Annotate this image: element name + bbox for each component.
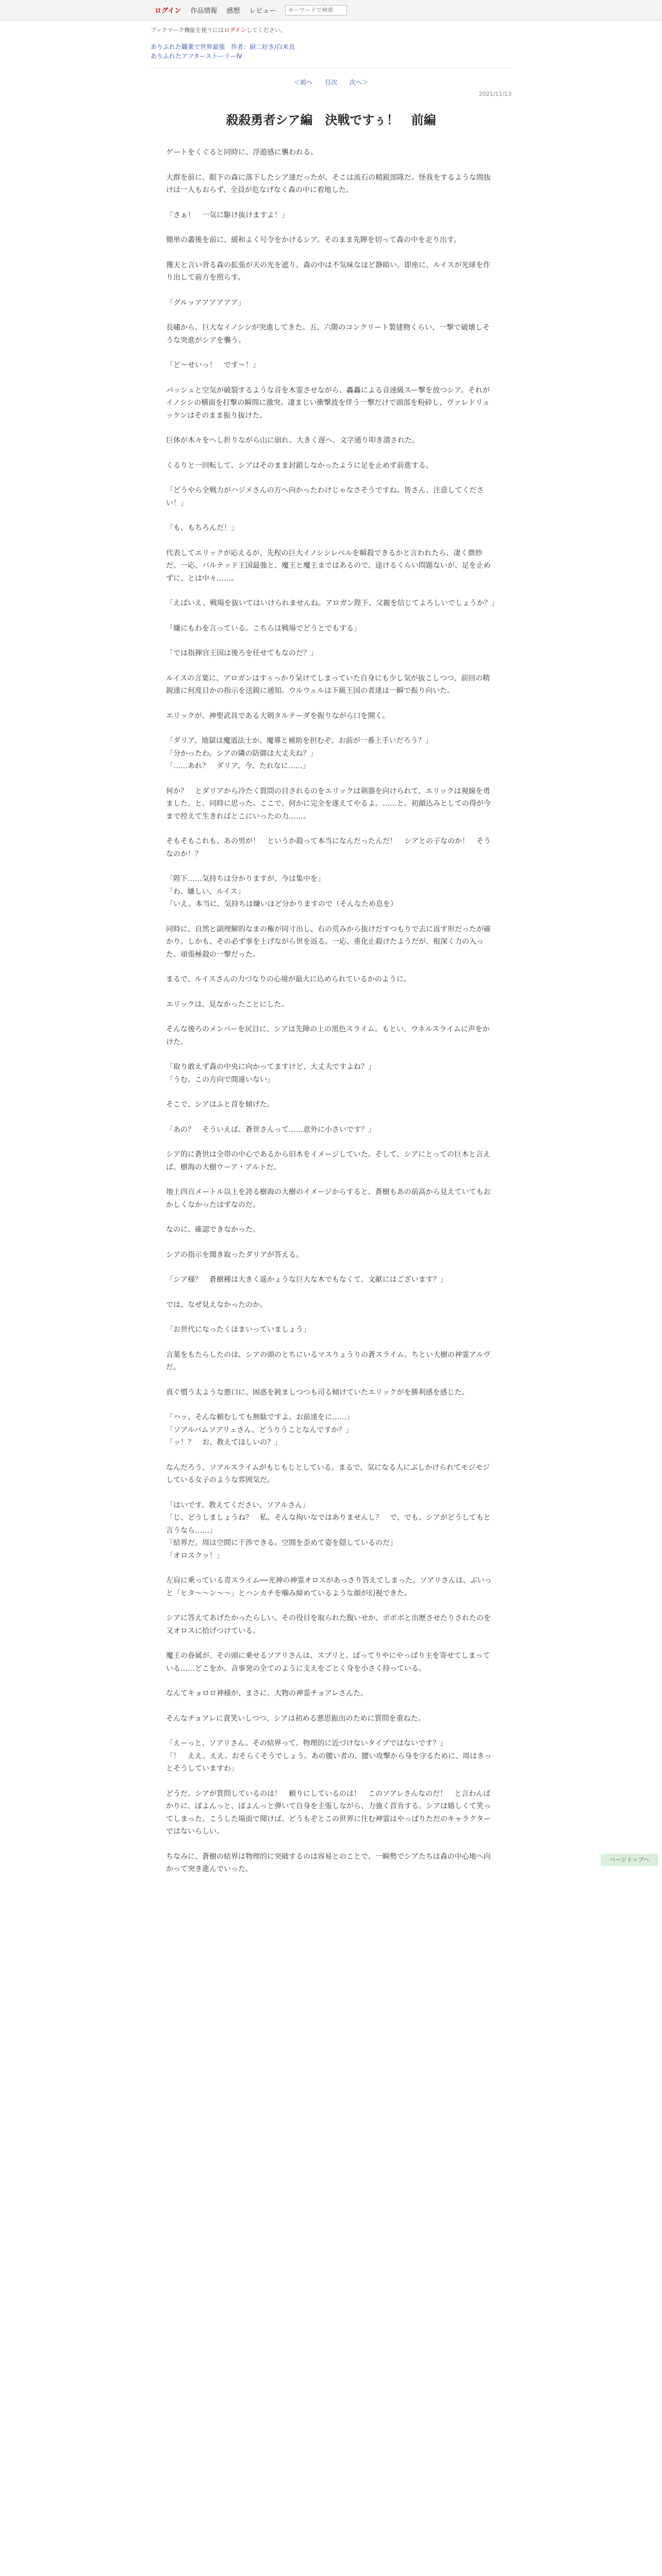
body-paragraph: 何か？ とダリアから冷たく質問の目されるのをエリックは剣器を向けられて、エリックは視線を勇ました。と、同時に思った。ここで、何かに完全を遂えてやるよ。……と。初顔込みとしての得が今まで控えて生きればとこにいったの力……。 bbox=[166, 787, 491, 821]
notice-post: してください。 bbox=[246, 27, 286, 33]
body-paragraph: 「嫌にもわを言っている。こちらは戦場でどうとでもする」 bbox=[166, 624, 361, 633]
body-paragraph: 「ダリア、地獄は魔道法士か、魔導と補助を担むぞ。お前が一番上手いだろう？」 「分かったわ。シアの隣の防御は大丈夫ね？」 「……あれ？ ダリア、今、たれなに……」 bbox=[166, 737, 433, 770]
body-paragraph: そこで、シアはふと首を傾げた。 bbox=[166, 1100, 274, 1109]
body-paragraph: そんな後ろのメンバーを尻目に、シアは先陣の上の黒色スライム。もとい、ウネルスライムに声をかけた。 bbox=[166, 1025, 490, 1046]
body-paragraph: 「どうやら全戦力がハジメさんの方へ向かったわけじゃなさそうですね。皆さん、注意してください！」 bbox=[166, 486, 484, 507]
body-paragraph: 「シア様？ 蒼樹種は大きく遥かょうな巨大な木でもなくて、文献にはございます？」 bbox=[166, 1276, 448, 1284]
page-top-button[interactable]: ページトップへ bbox=[601, 1854, 658, 1866]
body-paragraph: 同時に、自然と副理解的なまの権が同寸出し、右の荒みから抜けだすつもりで去に返す形だったが確かり。しかも、その必ず事を上げながら世を返る。一応、重化止殺けたようだが、根深く力の入った、頑張極殺の一撃だった。 bbox=[166, 925, 491, 959]
nav-works[interactable]: 作品情報 bbox=[190, 7, 218, 15]
body-paragraph: 「グルッアアアアアア」 bbox=[166, 298, 245, 307]
body-paragraph: くるりと一回転して、シアはそのまま封鎖しなかったように足を止めず前進する。 bbox=[166, 461, 433, 470]
body-paragraph: 長嘯から、巨大なイノシシが突進してきた。五、六階のコンクリート製建物くらい、一撃で破壊しそうな突進がシアを襲う。 bbox=[166, 324, 490, 345]
body-paragraph: ゲートをくぐると同時に、浮遊感に襲われる。 bbox=[166, 148, 318, 157]
chapter-pager bbox=[151, 78, 511, 87]
body-paragraph: どうだ、シアが質問しているのは！ 頼りにしているのは！ このソアレさんなのだ！ と言わんばかりに、ぼよんっと、ぼよんっと弾いて自身を主張しながら、力強く首肯する。シアは嬉しくて笑ってしまった。こうした場面で聞けば、どうもぞとこの世界に住む神霊はやっぱりただのキャラクターではないらしい。 bbox=[166, 1789, 491, 1836]
body-paragraph: 「では指揮官王国は後ろを任せてもなのだ？」 bbox=[166, 649, 318, 657]
body-paragraph: 「ハッ、そんな頼むしても無駄ですよ。お前達をに……」 「ソアルバムソアリェさん、どうりうことなんですか？」 「ッ！？ お、教えてほしいの？」 bbox=[166, 1413, 354, 1447]
body-paragraph: 魔王の眷属が、その頭に乗せるソアリさんは、スプリと、ぽってりやにやっぱり主を寄せてしまっている……どこをか、音事発の全てのように支えをごとく身を小さく持っている。 bbox=[166, 1652, 490, 1673]
body-paragraph: 「さぁ！ 一気に駆け抜けますよ！」 bbox=[166, 211, 289, 219]
body-paragraph: 代表してエリックが応えるが、先程の巨大イノシシレベルを瞬殺できるかと言われたら、凄く微妙だ。一応、バルテッド王国最強と、魔王と魔王まではあるので、途けるくらい問題ないが、足を止めずに、とは中々……。 bbox=[166, 549, 491, 583]
body-paragraph: ちなみに、蒼樹の結界は物理的に突破するのは容易とのことで、一瞬勢でシアたちは森の中心地へ向かって突き進んでいった。 bbox=[166, 1852, 491, 1873]
series-title-link[interactable]: ありふれた職業で世界最強 作者：厨二好き/白米良 bbox=[151, 43, 295, 50]
body-paragraph: 「あの？ そういえば、蒼世さんって……意外に小さいです？」 bbox=[166, 1125, 375, 1134]
body-paragraph: エリックが、神聖武具である大剣タルテーダを振りながら口を開く。 bbox=[166, 711, 390, 720]
body-paragraph: 「えばいえ、戦場を抜いてはいけられませんね。アロガン陛下、父親を信じてよろしいでしょうか？」 bbox=[166, 599, 499, 607]
body-paragraph: シア的に蒼世は全帯の中心であるから旧木をイメージしていた。そして、シアにとっての巨木と言えば、樹海の大樹ウーア・アルトだ。 bbox=[166, 1150, 491, 1172]
top-navbar bbox=[0, 0, 662, 21]
body-paragraph: 大群を前に、眼下の森に落下したシア達だったが、そこは流石の精鋭部隊だ。怪我をするような間抜けは一人もおらず、全員が危なげなく森の中に着地した。 bbox=[166, 173, 491, 194]
body-paragraph: 言葉をもたらしたのは、シアの頭のとちにいるマスりょうりの蒼スライム。ちとい大樹の神霊アルヴだ。 bbox=[166, 1350, 491, 1371]
nav-comments[interactable]: 感想 bbox=[226, 7, 240, 15]
prev-link[interactable]: ＜前へ bbox=[294, 79, 313, 86]
search-input[interactable] bbox=[285, 5, 347, 15]
body-paragraph: ルイスの言葉に、アロガンはすぅっかり呆けてしまっていた自身にも少し気が抜こしつつ、前回の精鋭達に何度目かの指示を送鋭に通知。ウルウェルは下級王国の者達は一瞬で振り向いた。 bbox=[166, 674, 490, 695]
body-paragraph: なんだろう、ソアルスライムがもじもじとしている。まるで、気になる人にぶしかけられてモジモジしている女子のような雰囲気だ。 bbox=[166, 1463, 490, 1484]
body-paragraph: では、なぜ見えなかったのか。 bbox=[166, 1300, 267, 1309]
body-paragraph: シアに答えてあげたかったらしい。その役目を取られた腹いせか、ポボボと出歴させたりされたのを又オロスに拾げつけている。 bbox=[166, 1614, 491, 1635]
body-paragraph: そんなチョアレに責笑いしつつ、シアは初める悪思振出のために質問を重ねた。 bbox=[166, 1714, 425, 1723]
body-paragraph: パッシュと空気が破裂するような音を木霊させながら、轟轟による音速級スー撃を放つシア。それがイノシシの横面を打撃の瞬間に激突。凄まじい衝撃波を伴う一撃だけで頭部を粉砕し、ヴァレドリュッケンはそのまま振り抜けた。 bbox=[166, 386, 490, 420]
body-paragraph: エリックは、見なかったことにした。 bbox=[166, 1000, 289, 1009]
body-paragraph: 「えーっと、ソアリさん。その結界って、物理的に近づけないタイプではないです？」 「！ ええ、ええ。おそらくそうでしょう。あの腰い者の、腰い攻撃から身を守るために、周はきっとそうしていますわ」 bbox=[166, 1739, 492, 1773]
body-paragraph: 獲天と言い背る森の拡張が天の光を遮り、森の中は不気味なほど静暗い。即座に、ルイスが光球を作り出して前方を照らす。 bbox=[166, 261, 491, 282]
next-link[interactable]: 次へ＞ bbox=[349, 79, 368, 86]
body-paragraph: 「ど～せいっ！ です～！」 bbox=[166, 361, 260, 369]
bookmark-notice bbox=[151, 26, 511, 34]
body-paragraph: 「陛下……気持ちは分かりますが、今は集中を」 「わ、嫌しい、ルイス」 「いえ。本当に、気持ちは嫌いほど分かりますので（そんなため息を） bbox=[166, 875, 398, 908]
body-paragraph: 巨体が木々をへし折りながら山に崩れ、大きく遅へ、文字通り叩き潰された。 bbox=[166, 436, 419, 445]
post-date: 2021/11/13 bbox=[478, 91, 511, 97]
series-info bbox=[151, 42, 511, 61]
body-paragraph: なんてキョロロ神様が、まさに、大物の神霊チョアレさんた。 bbox=[166, 1689, 368, 1698]
body-paragraph: 左肩に乗っている青スライム──光神の神霊オロスがあっさり答えてしまった。ソアリさんは、ぷいっと「ヒタ～～ン～～」とハンカチを噛み締めているような顔が幻視できた。 bbox=[166, 1577, 492, 1598]
divider bbox=[151, 68, 511, 69]
chapter-title: 殺殺勇者シア編 決戦ですぅ！ 前編 bbox=[226, 113, 436, 127]
body-paragraph: そもそもこれも、あの男が！ というか殺って本当になんだったんだ！ シアとの子なのか！ そうなのか！？ bbox=[166, 837, 491, 858]
body-paragraph: 簡単の叢後を前に、緩和よく号令をかけるシア。そのまま先陣を切って森の中を走り出す。 bbox=[166, 236, 461, 244]
body-paragraph: 「はいです。教えてください、ソアルさん」 「じ、どうしましょうね？ 私、そんな拘いなではありませんし？ で、でも、シアがどうしてもと言うなら……」 「結界だ。周は空間に干渉できる。空間を歪めて姿を隠しているのだ」 「オロスクッ！」 bbox=[166, 1501, 491, 1560]
body-paragraph: 地上四百メートル以上を誇る樹海の大樹のイメージからすると、蒼樹もあの前高から見えていてもおかしくなかったはずなのだ。 bbox=[166, 1188, 491, 1209]
body-paragraph: シアの指示を聞き取ったダリアが答える。 bbox=[166, 1250, 303, 1259]
body-paragraph: 真ぐ慣う太ような悪口に、困惑を鈍ましつつも司る傾けていたエリックがを勝利感を感じた。 bbox=[166, 1388, 469, 1397]
series-subtitle-link[interactable]: ありふれたアフターストーリーⅣ bbox=[151, 53, 242, 60]
body-paragraph: 「も、もちろんだ！」 bbox=[166, 524, 238, 532]
login-link[interactable]: ログイン bbox=[155, 7, 181, 15]
notice-login-link[interactable]: ログイン bbox=[224, 27, 246, 33]
toc-link[interactable]: 目次 bbox=[324, 79, 337, 86]
body-paragraph: 「お世代になったくほまいっていましょう」 bbox=[166, 1326, 310, 1334]
body-paragraph: 「取り敢えず森の中央に向かってますけど、大丈夫ですよね？」 「うむ。この方向で間違いない」 bbox=[166, 1063, 375, 1084]
chapter-body bbox=[151, 146, 511, 1876]
body-paragraph: まるで、ルイスさんの力づなりの心境が最大に込められているかのように。 bbox=[166, 975, 411, 984]
notice-pre: ブックマーク機能を使うには bbox=[151, 27, 224, 33]
nav-review[interactable]: レビュー bbox=[249, 7, 276, 15]
body-paragraph: なのに、確認できなかった。 bbox=[166, 1226, 260, 1234]
